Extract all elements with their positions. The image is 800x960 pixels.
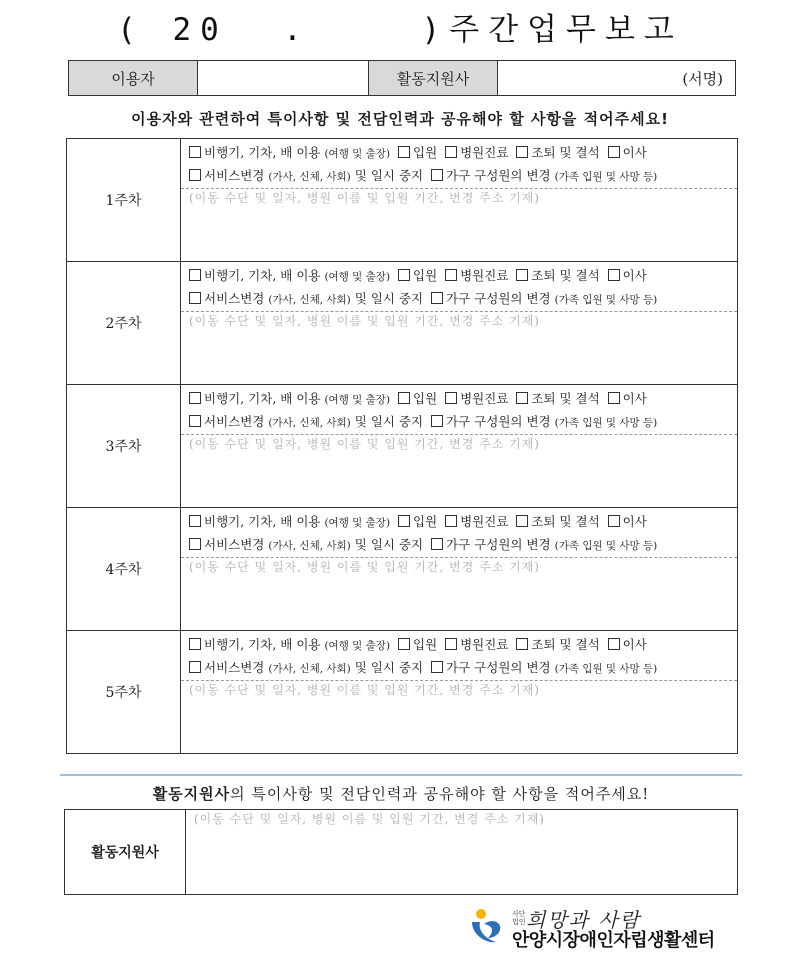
service-note: (가사, 신체, 사회) (268, 663, 351, 675)
service-note: (가사, 신체, 사회) (268, 417, 351, 429)
hospital-checkbox[interactable] (445, 392, 457, 404)
travel-checkbox[interactable] (189, 515, 201, 527)
assistant-instruction-bold: 활동지원사 (152, 785, 231, 803)
family-change-label: 가구 구성원의 변경 (446, 660, 551, 675)
week-content (181, 508, 738, 631)
options-line-1 (181, 142, 737, 165)
service-note: (가사, 신체, 사회) (268, 294, 351, 306)
travel-checkbox[interactable] (189, 146, 201, 158)
family-note: (가족 입원 및 사망 등) (554, 663, 658, 675)
options-line-1 (181, 388, 737, 411)
hospital-label: 병원진료 (460, 391, 509, 406)
week-row (67, 262, 738, 385)
week-hint[interactable]: (이동 수단 및 일자, 병원 이름 및 입원 기간, 변경 주소 기재) (181, 188, 737, 207)
move-label: 이사 (622, 391, 647, 406)
admit-label: 입원 (413, 391, 438, 406)
early-leave-label: 조퇴 및 결석 (531, 391, 600, 406)
early-leave-label: 조퇴 및 결석 (531, 514, 600, 529)
service-note: (가사, 신체, 사회) (268, 540, 351, 552)
early-leave-checkbox[interactable] (516, 146, 528, 158)
travel-checkbox[interactable] (189, 392, 201, 404)
family-note: (가족 입원 및 사망 등) (554, 540, 658, 552)
admit-label: 입원 (413, 637, 438, 652)
week-content (181, 262, 738, 385)
hospital-checkbox[interactable] (445, 515, 457, 527)
travel-checkbox[interactable] (189, 269, 201, 281)
early-leave-checkbox[interactable] (516, 269, 528, 281)
week-hint[interactable]: (이동 수단 및 일자, 병원 이름 및 입원 기간, 변경 주소 기재) (181, 680, 737, 699)
week-row (67, 385, 738, 508)
family-change-label: 가구 구성원의 변경 (446, 414, 551, 429)
move-label: 이사 (622, 637, 647, 652)
week-hint[interactable]: (이동 수단 및 일자, 병원 이름 및 입원 기간, 변경 주소 기재) (181, 557, 737, 576)
assistant-table (64, 809, 738, 895)
options-line-1 (181, 634, 737, 657)
travel-note: (여행 및 출장) (324, 640, 391, 652)
week-row (67, 508, 738, 631)
week-label: 4주차 (67, 508, 181, 631)
week-label: 5주차 (67, 631, 181, 754)
service-change-label: 서비스변경 (204, 660, 265, 675)
assistant-instruction-text: 의 특이사항 및 전담인력과 공유해야 할 사항을 적어주세요! (230, 785, 650, 803)
family-change-checkbox[interactable] (431, 292, 443, 304)
suspend-label: 및 일시 중지 (354, 660, 424, 675)
travel-label: 비행기, 기차, 배 이용 (204, 637, 321, 652)
page-title: ( 20 . )주간업무보고 (117, 12, 683, 48)
move-checkbox[interactable] (608, 269, 620, 281)
assistant-notes-field[interactable] (186, 810, 738, 895)
week-content (181, 385, 738, 508)
center-logo (470, 906, 740, 950)
hospital-label: 병원진료 (460, 637, 509, 652)
user-instruction: 이용자와 관련하여 특이사항 및 전담인력과 공유해야 할 사항을 적어주세요! (131, 110, 669, 128)
travel-note: (여행 및 출장) (324, 517, 391, 529)
options-line-2 (181, 165, 737, 188)
suspend-label: 및 일시 중지 (354, 168, 424, 183)
service-change-checkbox[interactable] (189, 538, 201, 550)
options-line-2 (181, 411, 737, 434)
logo-subtitle: 희망과 사람 (526, 908, 641, 932)
section-divider (60, 774, 742, 776)
move-checkbox[interactable] (608, 515, 620, 527)
heart-people-icon (470, 908, 506, 946)
logo-tag: 사단 법인 (512, 910, 526, 926)
week-label: 1주차 (67, 139, 181, 262)
travel-note: (여행 및 출장) (324, 394, 391, 406)
hospital-label: 병원진료 (460, 514, 509, 529)
hospital-label: 병원진료 (460, 268, 509, 283)
user-label: 이용자 (69, 61, 198, 96)
admit-label: 입원 (413, 268, 438, 283)
week-row (67, 631, 738, 754)
family-change-checkbox[interactable] (431, 661, 443, 673)
admit-label: 입원 (413, 514, 438, 529)
family-change-checkbox[interactable] (431, 415, 443, 427)
service-change-label: 서비스변경 (204, 291, 265, 306)
week-label: 2주차 (67, 262, 181, 385)
week-content (181, 631, 738, 754)
family-note: (가족 입원 및 사망 등) (554, 294, 658, 306)
move-label: 이사 (622, 268, 647, 283)
service-change-checkbox[interactable] (189, 169, 201, 181)
admit-checkbox[interactable] (398, 146, 410, 158)
move-checkbox[interactable] (608, 146, 620, 158)
user-field[interactable] (198, 61, 369, 96)
suspend-label: 및 일시 중지 (354, 291, 424, 306)
early-leave-label: 조퇴 및 결석 (531, 145, 600, 160)
week-content (181, 139, 738, 262)
family-note: (가족 입원 및 사망 등) (554, 417, 658, 429)
early-leave-checkbox[interactable] (516, 392, 528, 404)
service-change-checkbox[interactable] (189, 661, 201, 673)
options-line-2 (181, 288, 737, 311)
travel-checkbox[interactable] (189, 638, 201, 650)
assistant-section-label: 활동지원사 (65, 810, 186, 895)
admit-label: 입원 (413, 145, 438, 160)
options-line-1 (181, 511, 737, 534)
service-note: (가사, 신체, 사회) (268, 171, 351, 183)
early-leave-checkbox[interactable] (516, 638, 528, 650)
travel-note: (여행 및 출장) (324, 271, 391, 283)
admit-checkbox[interactable] (398, 638, 410, 650)
assistant-label: 활동지원사 (369, 61, 498, 96)
options-line-2 (181, 657, 737, 680)
week-row (67, 139, 738, 262)
family-note: (가족 입원 및 사망 등) (554, 171, 658, 183)
suspend-label: 및 일시 중지 (354, 537, 424, 552)
family-change-checkbox[interactable] (431, 169, 443, 181)
move-checkbox[interactable] (608, 392, 620, 404)
travel-note: (여행 및 출장) (324, 148, 391, 160)
weekly-table (66, 138, 738, 754)
family-change-checkbox[interactable] (431, 538, 443, 550)
move-label: 이사 (622, 145, 647, 160)
week-label: 3주차 (67, 385, 181, 508)
info-table (68, 60, 736, 96)
logo-name: 안양시장애인자립생활센터 (512, 930, 715, 951)
family-change-label: 가구 구성원의 변경 (446, 537, 551, 552)
assistant-hint: (이동 수단 및 일자, 병원 이름 및 입원 기간, 변경 주소 기재) (194, 812, 545, 826)
family-change-label: 가구 구성원의 변경 (446, 168, 551, 183)
assistant-instruction (60, 783, 742, 804)
week-hint[interactable]: (이동 수단 및 일자, 병원 이름 및 입원 기간, 변경 주소 기재) (181, 434, 737, 453)
hospital-label: 병원진료 (460, 145, 509, 160)
suspend-label: 및 일시 중지 (354, 414, 424, 429)
service-change-checkbox[interactable] (189, 415, 201, 427)
early-leave-label: 조퇴 및 결석 (531, 268, 600, 283)
early-leave-checkbox[interactable] (516, 515, 528, 527)
move-label: 이사 (622, 514, 647, 529)
early-leave-label: 조퇴 및 결석 (531, 637, 600, 652)
hospital-checkbox[interactable] (445, 638, 457, 650)
options-line-1 (181, 265, 737, 288)
travel-label: 비행기, 기차, 배 이용 (204, 268, 321, 283)
travel-label: 비행기, 기차, 배 이용 (204, 391, 321, 406)
service-change-checkbox[interactable] (189, 292, 201, 304)
family-change-label: 가구 구성원의 변경 (446, 291, 551, 306)
signature-field[interactable]: (서명) (498, 61, 736, 96)
service-change-label: 서비스변경 (204, 168, 265, 183)
move-checkbox[interactable] (608, 638, 620, 650)
admit-checkbox[interactable] (398, 515, 410, 527)
options-line-2 (181, 534, 737, 557)
hospital-checkbox[interactable] (445, 146, 457, 158)
travel-label: 비행기, 기차, 배 이용 (204, 514, 321, 529)
service-change-label: 서비스변경 (204, 537, 265, 552)
admit-checkbox[interactable] (398, 392, 410, 404)
service-change-label: 서비스변경 (204, 414, 265, 429)
week-hint[interactable]: (이동 수단 및 일자, 병원 이름 및 입원 기간, 변경 주소 기재) (181, 311, 737, 330)
hospital-checkbox[interactable] (445, 269, 457, 281)
admit-checkbox[interactable] (398, 269, 410, 281)
travel-label: 비행기, 기차, 배 이용 (204, 145, 321, 160)
